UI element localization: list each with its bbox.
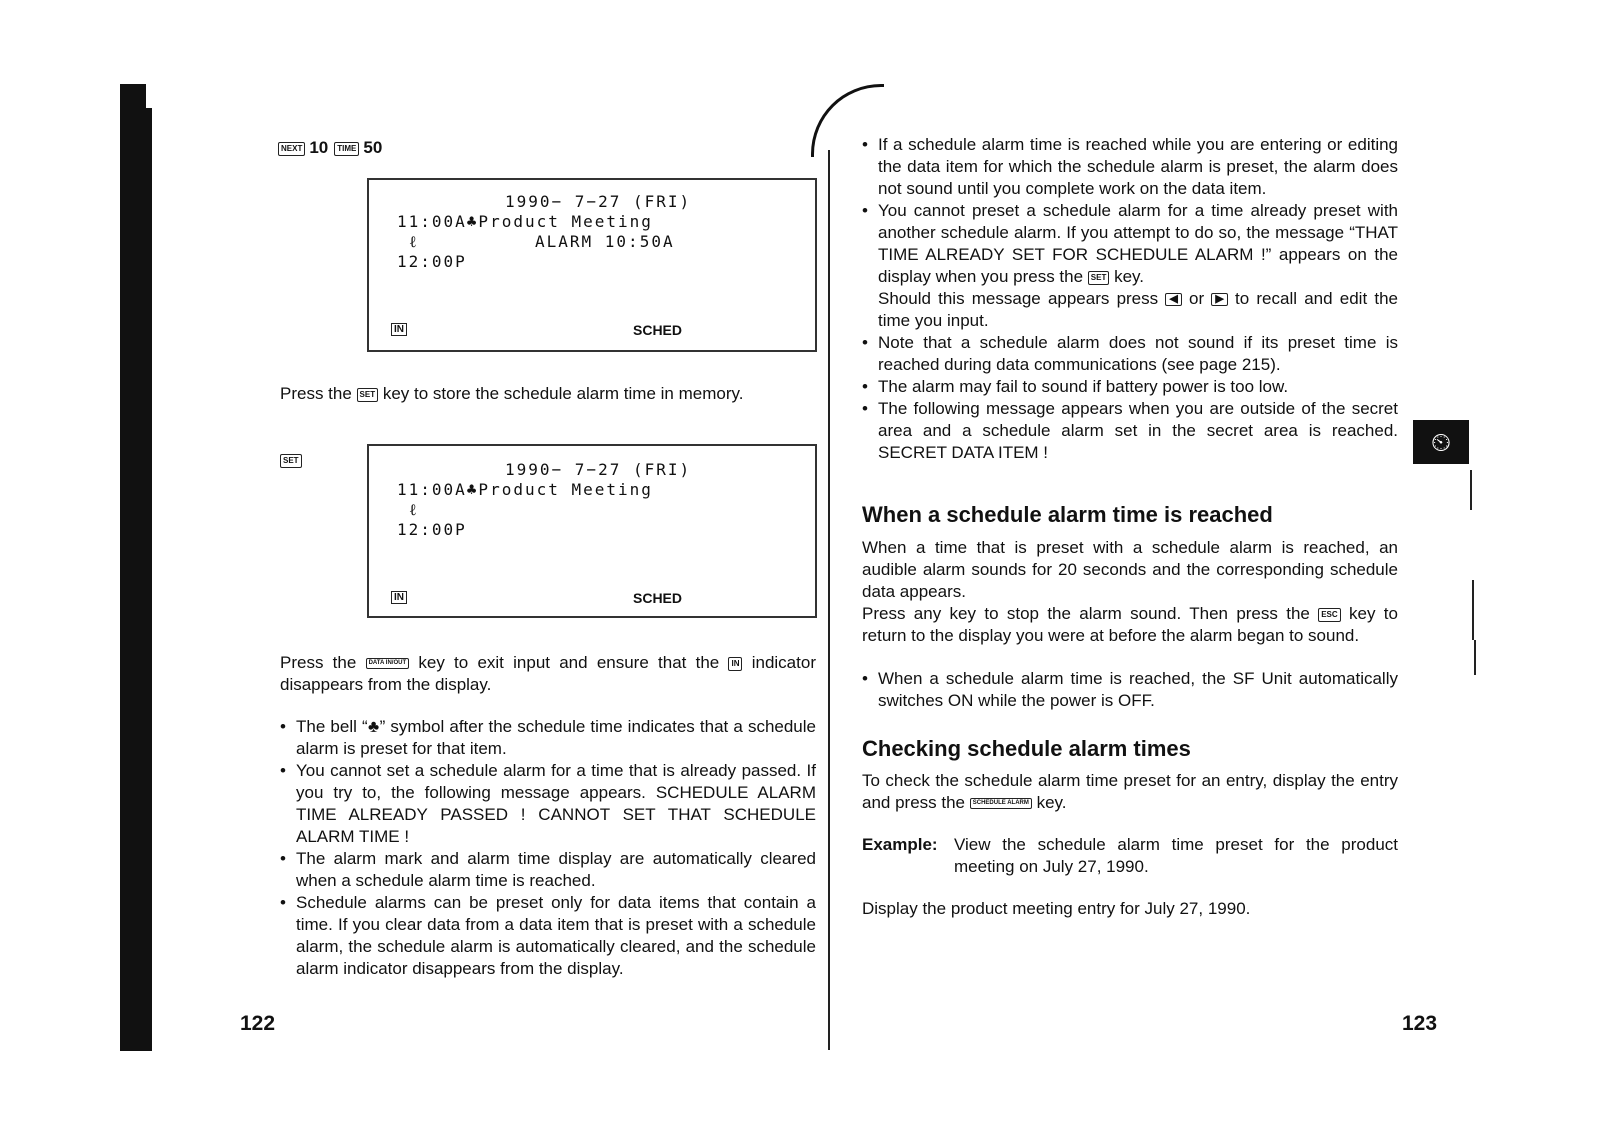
- display-alarm-line: ℓ: [409, 500, 419, 519]
- step-exit-instruction: Press the DATA IN/OUT key to exit input and ensure that the IN indicator disappears from the display.: [280, 653, 816, 694]
- alarm-reached-paragraph: When a time that is preset with a schedule alarm is reached, an audible alarm sounds for 20 seconds and the corresponding schedule data appears. Press any key to stop the alarm sound. Then press the ESC key to return to the display you were at before the alarm began to sound.: [862, 538, 1398, 645]
- left-notes-list: [280, 716, 816, 980]
- edge-mark: [1470, 470, 1472, 510]
- display-instruction: Display the product meeting entry for July 27, 1990.: [862, 899, 1251, 918]
- example-label: Example:: [862, 835, 938, 854]
- example-block: [862, 834, 1398, 878]
- sched-indicator: SCHED: [633, 590, 683, 606]
- key-number: 50: [363, 138, 383, 157]
- list-item: • The following message appears when you are outside of the secret area and a schedule alarm set in the secret area is reached. SECRET DATA ITEM !: [862, 398, 1398, 464]
- edge-mark: [1474, 640, 1476, 675]
- data-in-out-key: DATA IN/OUT: [366, 658, 410, 669]
- display-entry-line: 11:00A♣Product Meeting: [397, 212, 653, 231]
- in-indicator: IN: [391, 323, 407, 336]
- section-heading-alarm-reached: When a schedule alarm time is reached: [862, 502, 1273, 527]
- lcd-display-1: [367, 178, 817, 352]
- example-text: View the schedule alarm time preset for the product meeting on July 27, 1990.: [954, 835, 1398, 876]
- list-item: • When a schedule alarm time is reached, the SF Unit automatically switches ON while the power is OFF.: [862, 668, 1398, 712]
- set-key-step: [280, 452, 302, 470]
- list-item: • The bell “♣” symbol after the schedule time indicates that a schedule alarm is preset for that item.: [280, 716, 816, 760]
- display-date-line: 1990− 7−27 (FRI): [505, 192, 692, 211]
- right-notes-list: [862, 134, 1398, 464]
- display-end-time: 12:00P: [397, 520, 467, 539]
- set-key: SET: [280, 454, 302, 468]
- left-binding-edge: [120, 84, 152, 1051]
- list-item: • Schedule alarms can be preset only for data items that contain a time. If you clear data from a data item that is preset with a schedule alarm, the schedule alarm is automatically cleared, and the schedule alarm indicator disappears from the display.: [280, 892, 816, 980]
- alarm-clock-icon: ⏲: [1413, 420, 1469, 464]
- checking-paragraph: To check the schedule alarm time preset for an entry, display the entry and press the SCHEDULE ALARM key.: [862, 771, 1398, 812]
- list-item: • The alarm mark and alarm time display are automatically cleared when a schedule alarm time is reached.: [280, 848, 816, 892]
- set-key: SET: [1088, 271, 1110, 285]
- next-key: NEXT: [278, 142, 305, 156]
- esc-key: ESC: [1318, 608, 1340, 622]
- list-item: • Note that a schedule alarm does not sound if its preset time is reached during data communications (see page 215).: [862, 332, 1398, 376]
- left-arrow-key: ◀: [1165, 293, 1181, 306]
- display-end-time: 12:00P: [397, 252, 467, 271]
- edge-mark: [1472, 580, 1474, 640]
- time-key: TIME: [334, 142, 359, 156]
- center-fold-line: [828, 150, 830, 1050]
- list-item: • You cannot preset a schedule alarm for a time already preset with another schedule alarm. If you attempt to do so, the message “THAT TIME ALREADY SET FOR SCHEDULE ALARM !” appears on the display when you press the SET key. Should this message appears press ◀ or ▶ to recall and edit the time you input.: [862, 200, 1398, 332]
- in-indicator-key: IN: [728, 657, 742, 671]
- step-store-instruction: Press the SET key to store the schedule alarm time in memory.: [280, 384, 744, 403]
- display-date-line: 1990− 7−27 (FRI): [505, 460, 692, 479]
- display-alarm-line: ℓ ALARM 10:50A: [409, 232, 675, 251]
- list-item: • You cannot set a schedule alarm for a time that is already passed. If you try to, the following message appears. SCHEDULE ALARM TIME ALREADY PASSED ! CANNOT SET THAT SCHEDULE ALARM TIME !: [280, 760, 816, 848]
- key-sequence: [278, 138, 388, 158]
- list-item: • The alarm may fail to sound if battery power is too low.: [862, 376, 1398, 398]
- lcd-display-2: [367, 444, 817, 618]
- page-number-left: 122: [240, 1012, 276, 1035]
- schedule-alarm-key: SCHEDULE ALARM: [970, 798, 1032, 809]
- set-key: SET: [357, 388, 379, 402]
- binding-notch: [146, 84, 156, 108]
- key-number: 10: [309, 138, 329, 157]
- section-heading-checking: Checking schedule alarm times: [862, 736, 1191, 761]
- in-indicator: IN: [391, 591, 407, 604]
- list-item: • If a schedule alarm time is reached while you are entering or editing the data item for which the schedule alarm is preset, the alarm does not sound until you complete work on the data item.: [862, 134, 1398, 200]
- right-arrow-key: ▶: [1211, 293, 1227, 306]
- sf-unit-note: [862, 668, 1398, 712]
- page-number-right: 123: [1402, 1012, 1438, 1035]
- display-entry-line: 11:00A♣Product Meeting: [397, 480, 653, 499]
- sched-indicator: SCHED: [633, 322, 683, 338]
